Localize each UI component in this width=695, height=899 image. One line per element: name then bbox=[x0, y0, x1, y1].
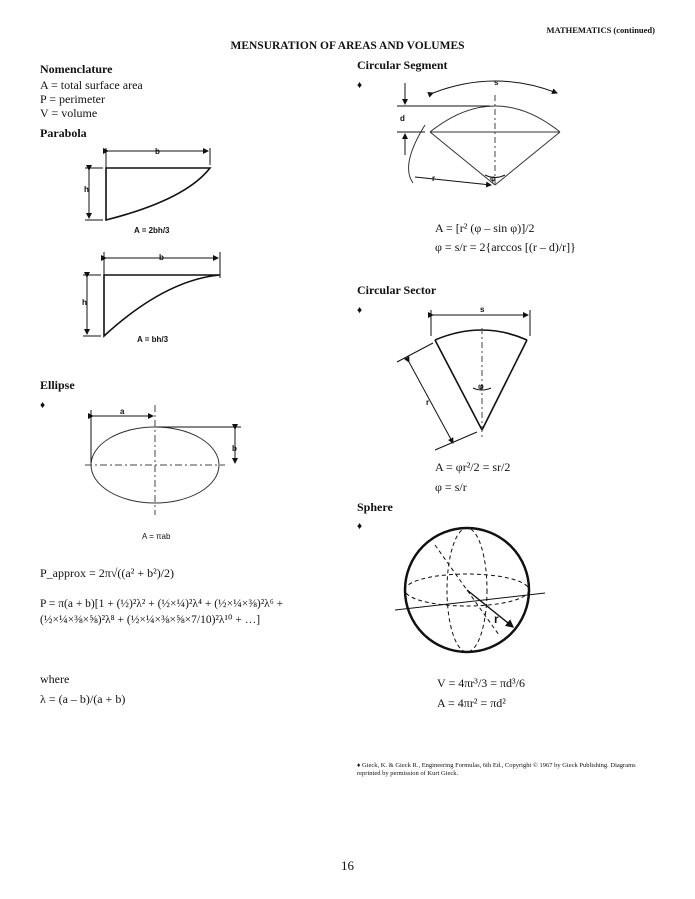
footnote-line: ♦ Gieck, K. & Gieck R., Engineering Formulas, 6th Ed., Copyright © 1967 by Gieck Publishing. Diagrams bbox=[357, 762, 636, 769]
parabola-diagrams bbox=[75, 140, 235, 340]
footnote bbox=[357, 762, 657, 778]
page-title: MENSURATION OF AREAS AND VOLUMES bbox=[230, 40, 465, 52]
sector-r-label: r bbox=[426, 398, 430, 407]
sphere-formula-volume: V = 4πr³/3 = πd³/6 bbox=[437, 676, 525, 690]
footnote-line: reprinted by permission of Kurt Gieck. bbox=[357, 770, 459, 777]
segment-formula-area: A = [r² (φ – sin φ)]/2 bbox=[435, 221, 535, 235]
ellipse-diagram bbox=[85, 405, 245, 525]
ellipse-bullet: ♦ bbox=[40, 400, 46, 411]
ellipse-p-series: P = π(a + b)[1 + (½)²λ² + (½×¼)²λ⁴ + (½×¼×⅜)²λ⁶ + (½×¼×⅜×⅝)²λ⁸ + (½×¼×⅜×⅝×7/10)²λ¹⁰ + …] bbox=[40, 598, 284, 626]
segment-phi-label: φ bbox=[490, 174, 496, 183]
nomenclature-list bbox=[40, 78, 143, 120]
ellipse-where: where bbox=[40, 672, 70, 686]
ellipse-p-approx: P_approx = 2π√((a² + b²)/2) bbox=[40, 566, 175, 580]
sector-formula-phi: φ = s/r bbox=[435, 480, 467, 494]
sphere-r-label: r bbox=[494, 612, 499, 626]
segment-diagram bbox=[395, 75, 595, 205]
parabola-heading: Parabola bbox=[40, 126, 87, 140]
nomenclature-heading: Nomenclature bbox=[40, 62, 113, 76]
parabola-caption-1: A = 2bh/3 bbox=[134, 226, 170, 235]
sector-heading: Circular Sector bbox=[357, 283, 437, 297]
sphere-formula-area: A = 4πr² = πd² bbox=[437, 696, 506, 710]
ellipse-caption: A = πab bbox=[142, 532, 171, 541]
ellipse-lambda: λ = (a – b)/(a + b) bbox=[40, 692, 126, 706]
ellipse-heading: Ellipse bbox=[40, 378, 75, 392]
sector-formula-area: A = φr²/2 = sr/2 bbox=[435, 460, 511, 474]
sphere-bullet: ♦ bbox=[357, 521, 363, 532]
sector-phi-label: φ bbox=[478, 382, 484, 391]
ellipse-a-label: a bbox=[120, 407, 125, 416]
sector-bullet: ♦ bbox=[357, 305, 363, 316]
parabola-b-label: b bbox=[159, 253, 164, 262]
sector-diagram bbox=[395, 300, 575, 455]
parabola-h-label: h bbox=[84, 185, 89, 194]
segment-formula-phi: φ = s/r = 2{arccos [(r – d)/r]} bbox=[435, 240, 576, 254]
segment-s-label: s bbox=[494, 78, 499, 87]
sector-s-label: s bbox=[480, 305, 485, 314]
segment-bullet: ♦ bbox=[357, 80, 363, 91]
page-number: 16 bbox=[341, 858, 354, 873]
nomenclature-item: V = volume bbox=[40, 106, 98, 120]
sphere-diagram bbox=[395, 515, 555, 665]
ellipse-b-label: b bbox=[232, 444, 237, 453]
nomenclature-item: A = total surface area bbox=[40, 78, 143, 92]
section-header: MATHEMATICS (continued) bbox=[546, 25, 655, 35]
parabola-h-label: h bbox=[82, 298, 87, 307]
segment-d-label: d bbox=[400, 114, 405, 123]
segment-r-label: r bbox=[432, 174, 436, 183]
segment-heading: Circular Segment bbox=[357, 58, 448, 72]
sphere-heading: Sphere bbox=[357, 500, 393, 514]
parabola-b-label: b bbox=[155, 147, 160, 156]
parabola-caption-2: A = bh/3 bbox=[137, 335, 169, 344]
nomenclature-item: P = perimeter bbox=[40, 92, 105, 106]
